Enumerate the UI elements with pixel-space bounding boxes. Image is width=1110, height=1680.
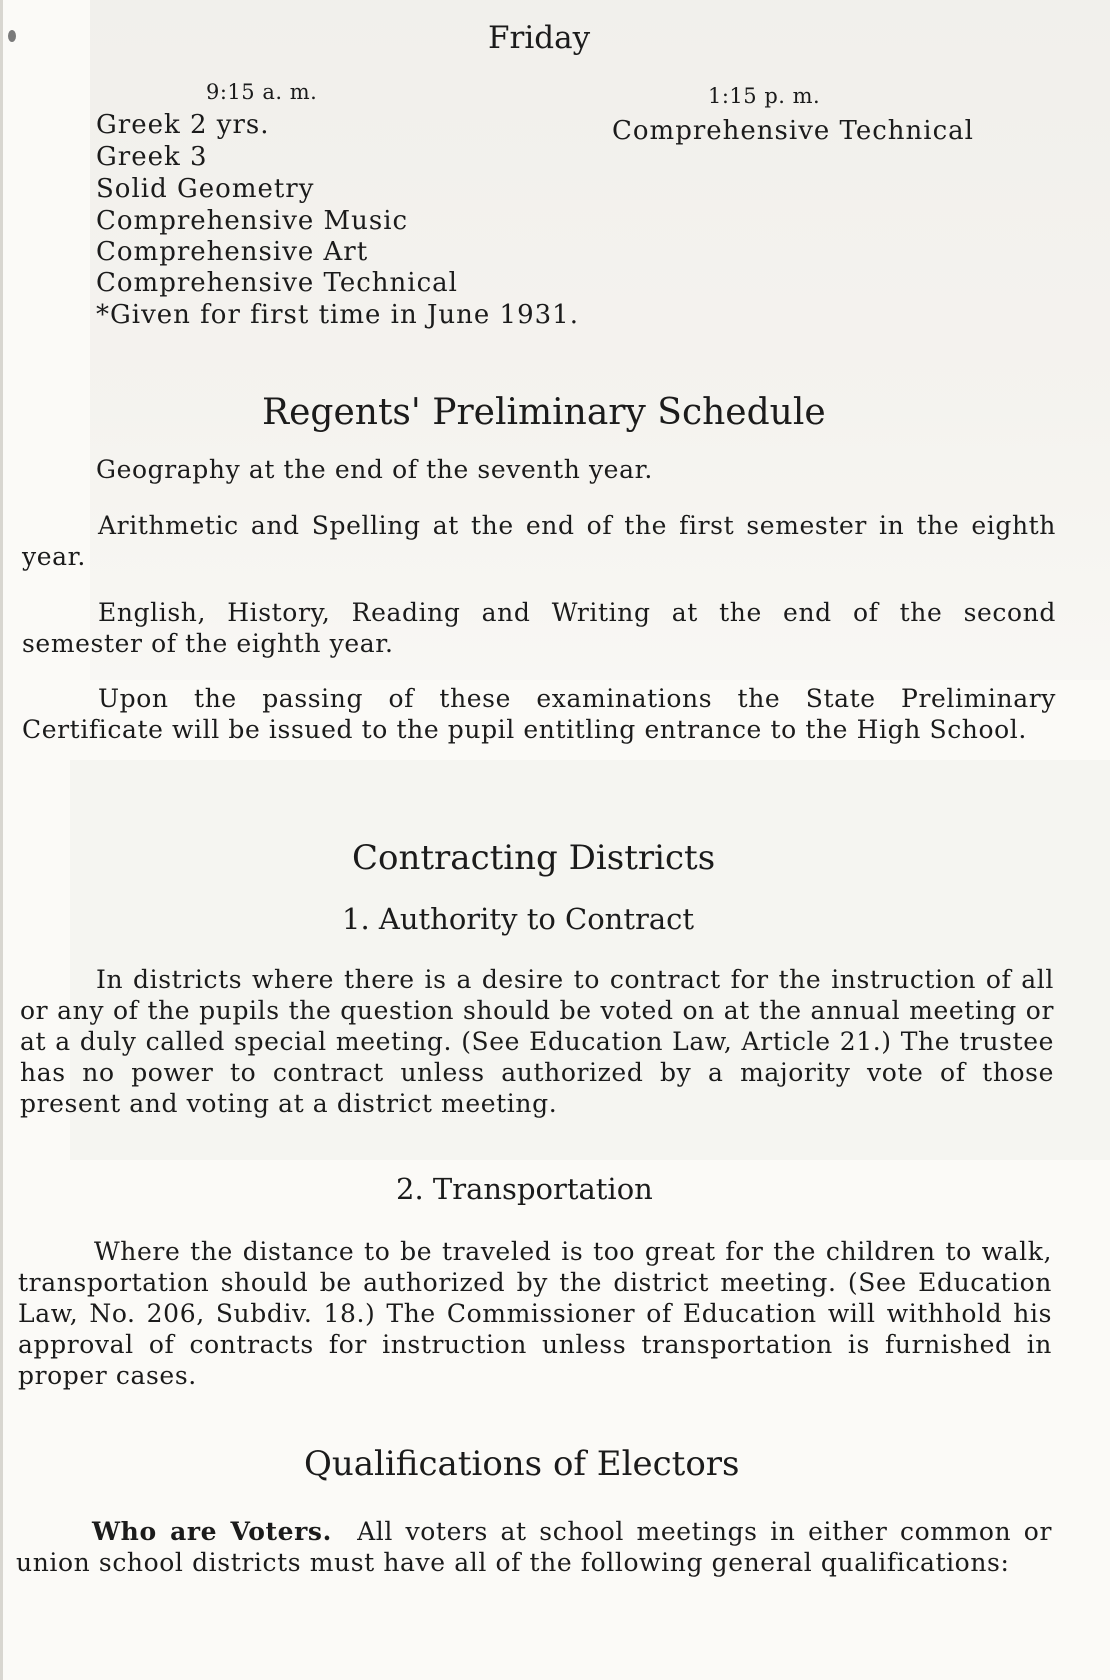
morning-subject: Solid Geometry: [96, 174, 315, 204]
friday-heading: Friday: [488, 20, 591, 56]
preliminary-paragraph: Geography at the end of the seventh year.: [96, 455, 653, 484]
morning-subject: Greek 2 yrs.: [96, 110, 270, 140]
afternoon-subject: Comprehensive Technical: [612, 116, 974, 146]
page-edge: [0, 0, 3, 1680]
preliminary-paragraph: English, History, Reading and Writing at the end of the second semester of the eighth year.: [22, 598, 1056, 658]
morning-subject: Comprehensive Technical: [96, 268, 458, 298]
morning-time: 9:15 a. m.: [206, 80, 318, 104]
transportation-subheading: 2. Transportation: [396, 1172, 653, 1206]
voters-lead: Who are Voters.: [92, 1517, 332, 1546]
ink-mark: [8, 30, 16, 42]
preliminary-paragraph: Arithmetic and Spelling at the end of the first semester in the eighth year.: [22, 511, 1056, 571]
authority-paragraph: In districts where there is a desire to contract for the instruction of all or any of the pupils the question should be voted on at the annual meeting or at a duly called special meeting. (See Education Law, Article 21.) The trustee has no power to contract unless authorized by a majority vote of those present and voting at a district meeting.: [20, 965, 1054, 1118]
transportation-paragraph: Where the distance to be traveled is too great for the children to walk, transportation should be authorized by the district meeting. (See Education Law, No. 206, Subdiv. 18.) The Commissioner of Education will withhold his approval of contracts for instruction unless transportation is furnished in proper cases.: [18, 1237, 1052, 1390]
preliminary-paragraph: Upon the passing of these examinations the State Preliminary Certificate will be issued to the pupil entitling entrance to the High School.: [22, 684, 1056, 744]
electors-heading: Qualifications of Electors: [304, 1444, 740, 1484]
morning-subject: Comprehensive Art: [96, 237, 369, 267]
morning-subject: Greek 3: [96, 142, 208, 172]
preliminary-heading: Regents' Preliminary Schedule: [262, 392, 826, 433]
authority-subheading: 1. Authority to Contract: [342, 902, 695, 936]
morning-subject: Comprehensive Music: [96, 206, 409, 236]
afternoon-time: 1:15 p. m.: [708, 84, 821, 108]
voters-text: All voters at school meetings in either common or union school districts must have all of the following general qualifications:: [16, 1517, 1053, 1577]
electors-paragraph: [16, 1516, 1052, 1578]
footnote: *Given for first time in June 1931.: [96, 300, 579, 330]
contracting-heading: Contracting Districts: [352, 838, 716, 878]
